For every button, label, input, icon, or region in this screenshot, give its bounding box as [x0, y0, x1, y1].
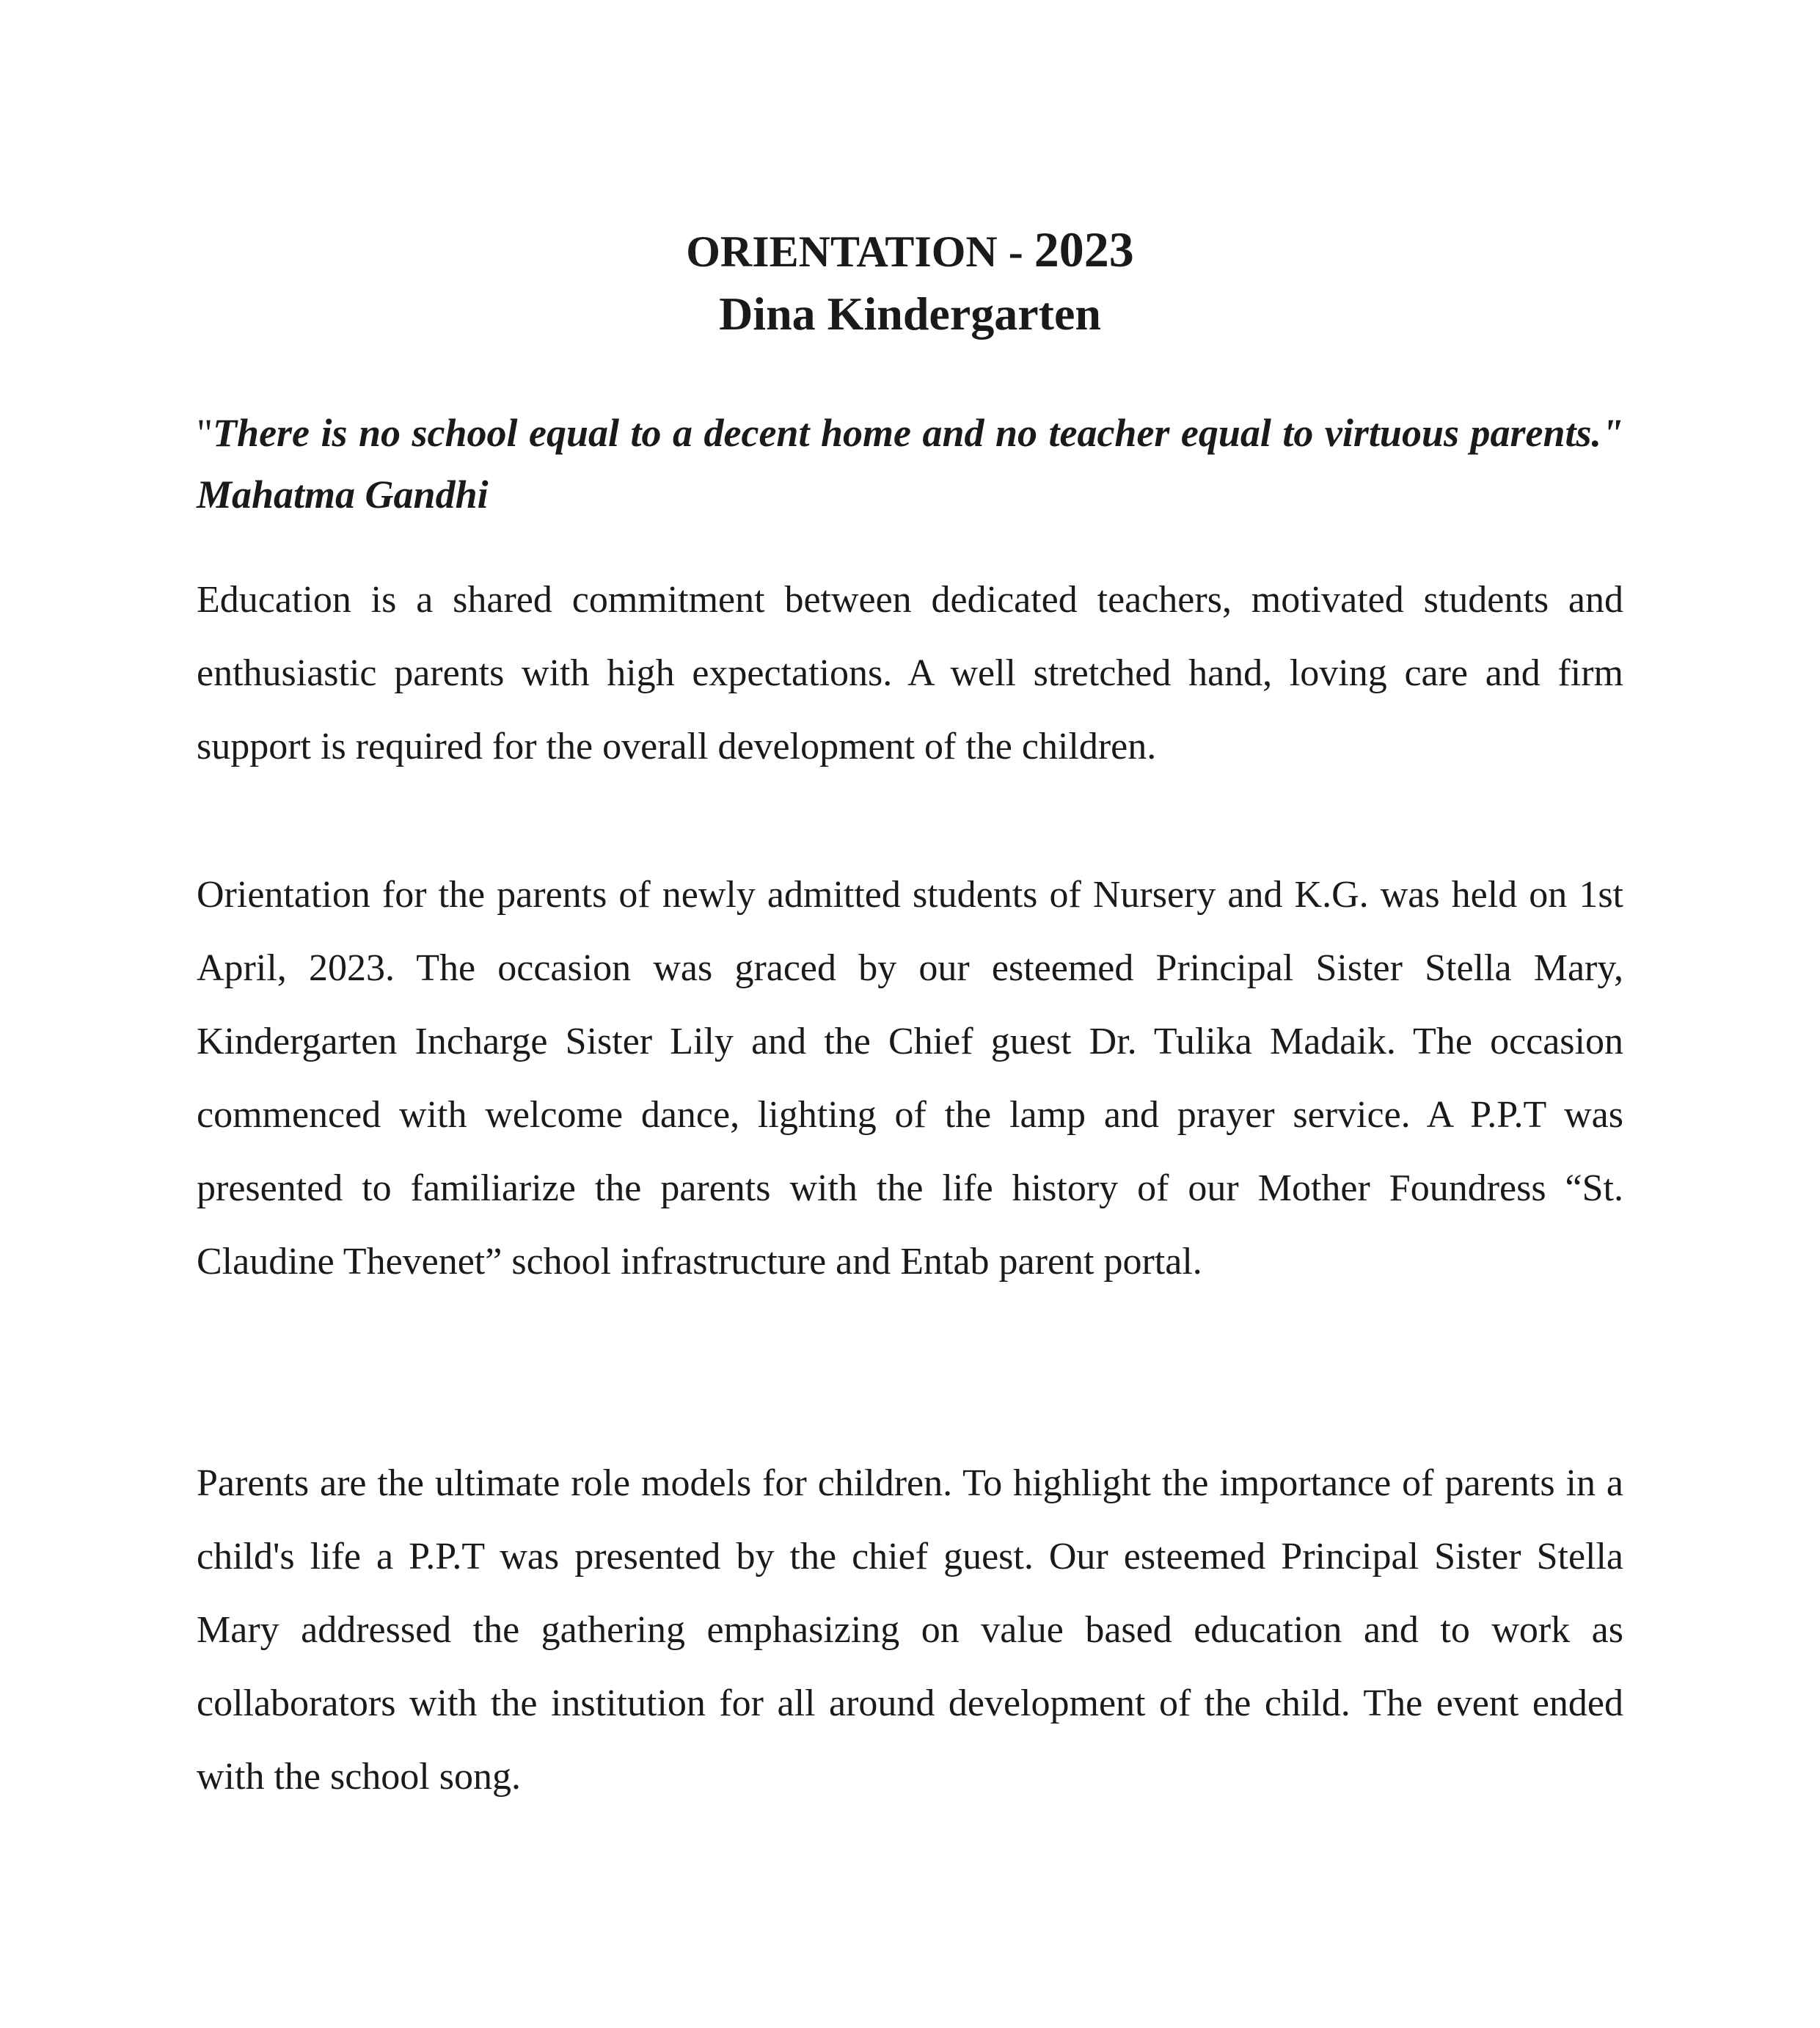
paragraph-education: Education is a shared commitment between dedicated teachers, motivated students and enthusiastic parents with high expectations. A well stretched hand, loving care and firm support is required for the overall development of the children. [197, 579, 1623, 767]
title-year: 2023 [1034, 222, 1134, 277]
quote-text: There is no school equal to a decent home and no teacher equal to virtuous parents." Mahatma Gandhi [197, 411, 1623, 517]
document-subtitle: Dina Kindergarten [719, 288, 1101, 340]
document-title [0, 219, 1820, 282]
quote-open-mark: " [197, 411, 213, 455]
gandhi-quote [197, 402, 1623, 525]
paragraph-parents-role: Parents are the ultimate role models for children. To highlight the importance of parents in a child's life a P.P.T was presented by the chief guest. Our esteemed Principal Sister Stella Mary addressed the gathering emphasizing on value based education and to work as collaborators with the institution for all around development of the child. The event ended with the school song. [197, 1462, 1623, 1798]
paragraph-orientation-event: Orientation for the parents of newly admitted students of Nursery and K.G. was held on 1st April, 2023. The occasion was graced by our esteemed Principal Sister Stella Mary, Kindergarten Incharge Sister Lily and the Chief guest Dr. Tulika Madaik. The occasion commenced with welcome dance, lighting of the lamp and prayer service. A P.P.T was presented to familiarize the parents with the life history of our Mother Foundress “St. Claudine Thevenet” school infrastructure and Entab parent portal. [197, 874, 1623, 1283]
title-prefix: ORIENTATION - [686, 227, 1034, 276]
